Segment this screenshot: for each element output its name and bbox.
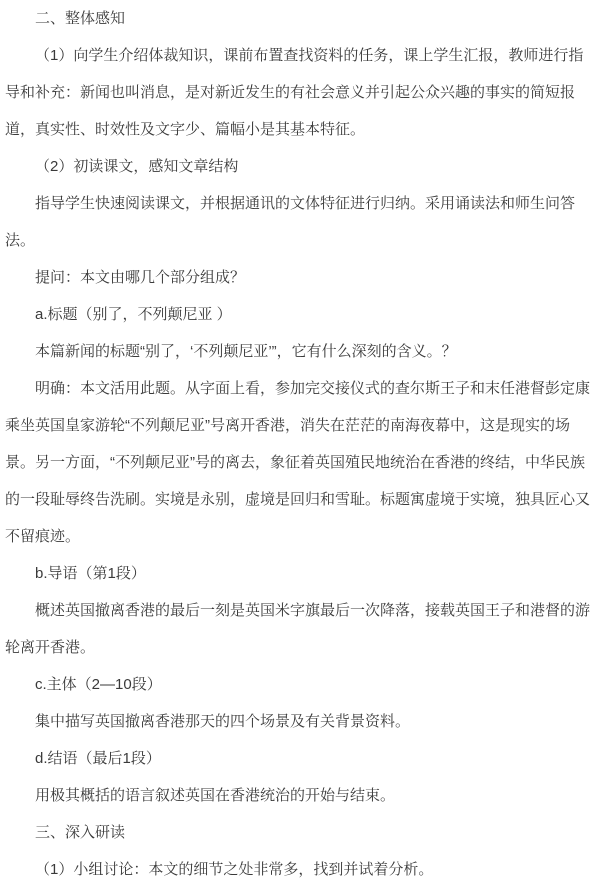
paragraph-genre-introduction: （1）向学生介绍体裁知识，课前布置查找资料的任务，课上学生汇报，教师进行指导和补充：新闻也叫消息，是对新近发生的有社会意义并引起公众兴趣的事实的简短报道，真实性、时效性及文字少、篇幅小是其基本特征。 <box>5 47 584 138</box>
section-heading-overall-perception: 二、整体感知 <box>35 10 126 27</box>
paragraph-lead-summary: 概述英国撤离香港的最后一刻是英国米字旗最后一次降落，接载英国王子和港督的游轮离开香港。 <box>5 602 591 656</box>
section-heading-deep-study: 三、深入研读 <box>35 824 126 841</box>
paragraph-body-summary: 集中描写英国撤离香港那天的四个场景及有关背景资料。 <box>35 713 411 730</box>
paragraph-first-reading: （2）初读课文，感知文章结构 <box>35 158 239 175</box>
paragraph-item-d-conclusion: d.结语（最后1段） <box>35 750 161 767</box>
paragraph-item-b-lead: b.导语（第1段） <box>35 565 146 582</box>
paragraph-item-c-body: c.主体（2—10段） <box>35 676 162 693</box>
paragraph-group-discussion: （1）小组讨论：本文的细节之处非常多，找到并试着分析。 <box>35 861 434 878</box>
paragraph-conclusion-summary: 用极其概括的语言叙述英国在香港统治的开始与结束。 <box>35 787 396 804</box>
paragraph-question-composition: 提问：本文由哪几个部分组成？ <box>35 269 246 286</box>
paragraph-guide-reading: 指导学生快速阅读课文，并根据通讯的文体特征进行归纳。采用诵读法和师生问答法。 <box>5 195 576 249</box>
paragraph-title-meaning-answer: 明确：本文活用此题。从字面上看，参加完交接仪式的查尔斯王子和末任港督彭定康乘坐英国皇家游轮“不列颠尼亚”号离开香港，消失在茫茫的南海夜幕中，这是现实的场景。另一方面，“不列颠尼亚”号的离去，象征着英国殖民地统治在香港的终结，中华民族的一段耻辱终告洗刷。实境是永别，虚境是回归和雪耻。标题寓虚境于实境，独具匠心又不留痕迹。 <box>5 380 591 545</box>
paragraph-item-a-title: a.标题（别了，不列颠尼亚 ） <box>35 306 232 323</box>
paragraph-title-meaning-question: 本篇新闻的标题“别了，‘不列颠尼亚’”，它有什么深刻的含义。？ <box>35 343 457 360</box>
